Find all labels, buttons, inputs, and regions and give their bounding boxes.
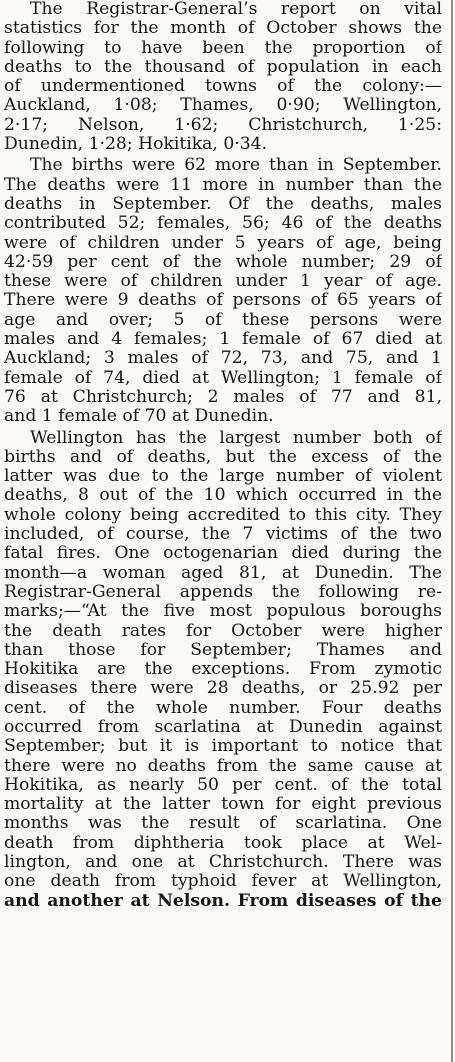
paragraph-mortality-rates bbox=[4, 0, 442, 154]
text-line: mortality at the latter town for eight previous bbox=[4, 795, 442, 815]
text-line: Registrar-General appends the following re- bbox=[4, 582, 442, 602]
paragraph-births-deaths bbox=[4, 156, 442, 426]
text-line: and another at Nelson. From diseases of the bbox=[4, 891, 442, 911]
text-line: Auckland; 3 males of 72, 73, and 75, and 1 bbox=[4, 349, 442, 369]
text-line: September; but it is important to notice that bbox=[4, 737, 442, 757]
text-line: births and of deaths, but the excess of the bbox=[4, 447, 442, 467]
text-line: of undermentioned towns of the colony:— bbox=[4, 77, 442, 97]
text-line: 76 at Christchurch; 2 males of 77 and 81, bbox=[4, 387, 442, 407]
text-line: there were no deaths from the same cause at bbox=[4, 756, 442, 776]
text-line: occurred from scarlatina at Dunedin against bbox=[4, 717, 442, 737]
text-line: latter was due to the large number of violent bbox=[4, 467, 442, 487]
article-column bbox=[4, 0, 442, 911]
text-line: contributed 52; females, 56; 46 of the deaths bbox=[4, 214, 442, 234]
text-line: diseases there were 28 deaths, or 25.92 per bbox=[4, 679, 442, 699]
text-line: than those for September; Thames and bbox=[4, 640, 442, 660]
text-line: months was the result of scarlatina. One bbox=[4, 814, 442, 834]
paragraph-wellington-remarks bbox=[4, 429, 442, 911]
text-line: marks;—“At the five most populous boroughs bbox=[4, 602, 442, 622]
text-line: The births were 62 more than in September. bbox=[30, 156, 442, 176]
text-line: males and 4 females; 1 female of 67 died at bbox=[4, 330, 442, 350]
text-line: included, of course, the 7 victims of the two bbox=[4, 525, 442, 545]
text-line: 2·17; Nelson, 1·62; Christchurch, 1·25: bbox=[4, 115, 442, 135]
text-line: 42·59 per cent of the whole number; 29 of bbox=[4, 252, 442, 272]
text-line: month—a woman aged 81, at Dunedin. The bbox=[4, 563, 442, 583]
text-line: following to have been the proportion of bbox=[4, 38, 442, 58]
text-line: Hokitika are the exceptions. From zymotic bbox=[4, 660, 442, 680]
text-line: The deaths were 11 more in number than the bbox=[4, 175, 442, 195]
text-line: the death rates for October were higher bbox=[4, 621, 442, 641]
text-line: and 1 female of 70 at Dunedin. bbox=[4, 407, 274, 427]
text-line: lington, and one at Christchurch. There was bbox=[4, 853, 442, 873]
text-line: deaths, 8 out of the 10 which occurred in the bbox=[4, 486, 442, 506]
text-line: these were of children under 1 year of age. bbox=[4, 272, 442, 292]
text-line: were of children under 5 years of age, being bbox=[4, 233, 442, 253]
text-line: cent. of the whole number. Four deaths bbox=[4, 698, 442, 718]
text-line: female of 74, died at Wellington; 1 female of bbox=[4, 368, 442, 388]
column-rule bbox=[451, 0, 453, 1062]
text-line: The Registrar-General’s report on vital bbox=[30, 0, 442, 19]
text-line: death from diphtheria took place at Wel- bbox=[4, 833, 442, 853]
text-line: fatal fires. One octogenarian died during the bbox=[4, 544, 442, 564]
text-line: Auckland, 1·08; Thames, 0·90; Wellington, bbox=[4, 96, 442, 116]
text-line: whole colony being accredited to this city. They bbox=[4, 505, 442, 525]
text-line: Hokitika, as nearly 50 per cent. of the total bbox=[4, 775, 442, 795]
text-line: deaths to the thousand of population in each bbox=[4, 57, 442, 77]
text-line: Dunedin, 1·28; Hokitika, 0·34. bbox=[4, 135, 268, 155]
text-line: statistics for the month of October shows the bbox=[4, 19, 442, 39]
text-line: Wellington has the largest number both of bbox=[30, 428, 442, 448]
text-line: age and over; 5 of these persons were bbox=[4, 310, 442, 330]
text-line: one death from typhoid fever at Wellington, bbox=[4, 872, 442, 892]
text-line: deaths in September. Of the deaths, males bbox=[4, 194, 442, 214]
text-line: There were 9 deaths of persons of 65 years of bbox=[4, 291, 442, 311]
